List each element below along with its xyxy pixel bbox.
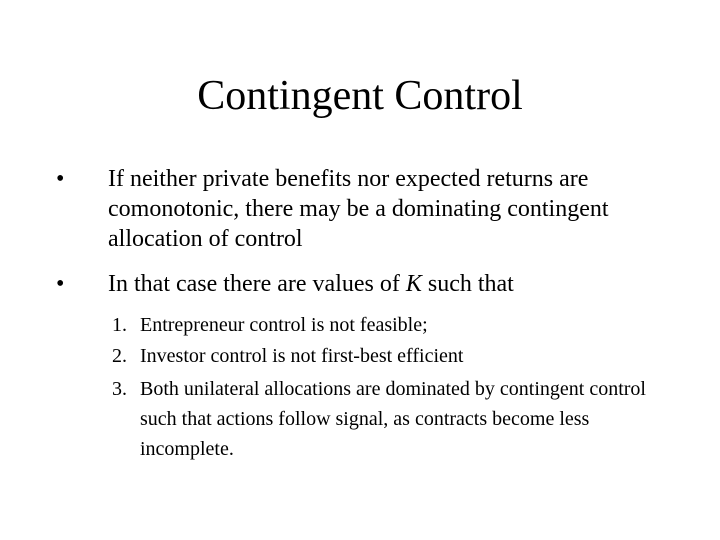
bullet-text-after: such that [421,271,514,297]
item-number: 1. [112,314,127,336]
item-text: Investor control is not first-best efficient [140,345,464,367]
item-number: 3. [112,378,127,400]
item-text: Entrepreneur control is not feasible; [140,314,428,336]
item-text: Both unilateral allocations are dominated by contingent control such that actions follow signal, as contracts become less incomplete. [140,378,646,460]
bullet-marker: • [56,166,65,192]
bullet-text [108,269,668,299]
bullet-text: If neither private benefits nor expected returns are comonotonic, there may be a dominating contingent allocation of control [108,166,609,252]
item-number: 2. [112,345,127,367]
variable-k: K [405,271,422,297]
bullet-text-before: In that case there are values of [108,271,406,297]
bullet-marker: • [56,271,65,297]
slide-title: Contingent Control [197,73,523,119]
